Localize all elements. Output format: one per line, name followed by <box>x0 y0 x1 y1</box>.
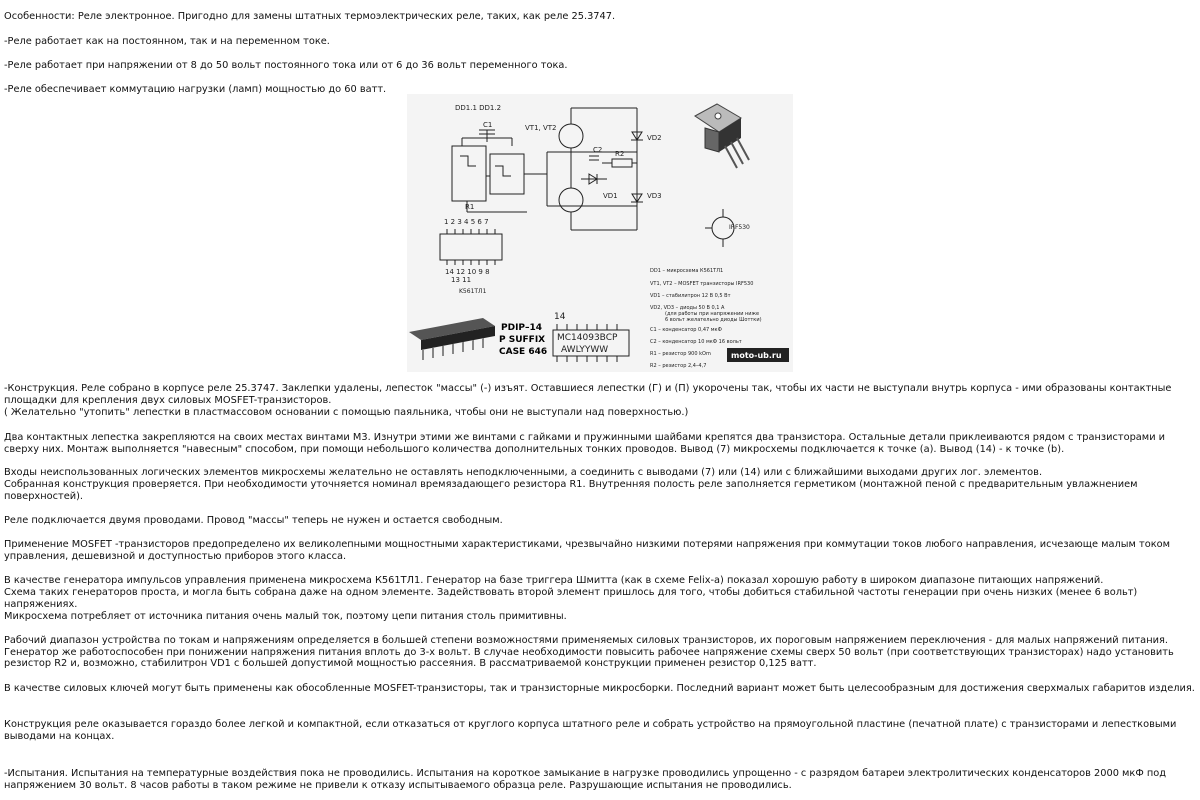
label-vd2: VD2 <box>647 134 662 142</box>
legend-line-8: C2 – конденсатор 10 мкФ 16 вольт <box>650 339 742 345</box>
intro-load: -Реле обеспечивает коммутацию нагрузки (ламп) мощностью до 60 ватт. <box>4 84 387 95</box>
generator-power-para: Микросхема потребляет от источника питания очень малый ток, поэтому цепи питания столь примитивны. <box>4 611 567 622</box>
pins-bottom-1: 14 12 10 9 8 <box>445 268 490 276</box>
legend-line-1: DD1 – микросхема К561ТЛ1 <box>650 268 724 274</box>
construction-note: ( Желательно "утопить" лепестки в пластмассовом основании с помощью паяльника, чтобы они не выступали над поверхностью.) <box>4 407 689 418</box>
ic-marking-2: AWLYYWW <box>561 345 609 355</box>
construction-para: -Конструкция. Реле собрано в корпусе реле 25.3747. Заклепки удалены, лепесток "массы" (-) изъят. Оставшиеся лепестки (Г) и (П) укорочены так, чтобы их части не выступали внутрь корпуса - ими образованы контактные площадки для крепления двух силовых MOSFET-транзисторов. <box>4 383 1172 406</box>
intro-ac-dc: -Реле работает как на постоянном, так и на переменном токе. <box>4 36 330 47</box>
label-vd3: VD3 <box>647 192 662 200</box>
assembly-check-para: Собранная конструкция проверяется. При необходимости уточняется номинал времязадающего резистора R1. Внутренняя полость реле заполняется герметиком (монтажной пеной с предварительным увлажнением поверхностей). <box>4 479 1138 502</box>
watermark-text: moto-ub.ru <box>731 351 782 360</box>
intro-features: Особенности: Реле электронное. Пригодно для замены штатных термоэлектрических реле, таких, как реле 25.3747. <box>4 11 616 22</box>
unused-inputs-para: Входы неиспользованных логических элементов микросхемы желательно не оставлять неподключенными, а соединить с выводами (7) или (14) или с ближайшими выходами других лог. элементов. <box>4 467 1043 478</box>
to220-transistor <box>695 104 749 168</box>
mosfet-para: Применение MOSFET -транзисторов предопределено их великолепными мощностными характеристиками, чрезвычайно низкими потерями напряжения при коммутации токов любого направления, исчезающе малым током управления, дешевизной и доступностью приборов этого класса. <box>4 539 1171 562</box>
label-r2: R2 <box>615 150 625 158</box>
pins-top: 1 2 3 4 5 6 7 <box>444 218 489 226</box>
pins-bottom-2: 13 11 <box>451 276 472 284</box>
package-line-3: CASE 646 <box>499 347 548 357</box>
package-line-1: PDIP–14 <box>501 323 543 333</box>
testing-para: -Испытания. Испытания на температурные воздействия пока не проводились. Испытания на короткое замыкание в нагрузке проводились упрощенно - с разрядом батареи электролитических конденсаторов 2000 мкФ под напряжением 30 вольт. 8 часов работы в таком режиме не привели к отказу испытываемого образца реле. Разрушающие испытания не проводились. <box>4 768 1167 791</box>
label-c2: C2 <box>593 146 603 154</box>
label-dd: DD1.1 DD1.2 <box>455 104 502 112</box>
legend-line-6: 6 вольт желательно диоды Шоттки) <box>665 317 762 323</box>
label-irf: IRF530 <box>729 224 750 231</box>
compact-para: Конструкция реле оказывается гораздо более легкой и компактной, если отказаться от круглого корпуса штатного реле и собрать устройство на прямоугольной пластине (печатной плате) с транзисторами и лепестковыми выводами на концах. <box>4 719 1177 742</box>
package-line-2: P SUFFIX <box>499 335 546 345</box>
circuit-figure <box>407 94 793 372</box>
legend-line-9: R1 – резистор 900 kOm <box>650 351 711 357</box>
range-para: Рабочий диапазон устройства по токам и напряжениям определяется в большей степени возможностями применяемых силовых транзисторов, их пороговым напряжением переключения - для малых напряжений питания. Генератор же работоспособен при понижении напряжения питания вплоть до 3-х вольт. В случае необходимости повысить рабочее напряжение схемы сверх 50 вольт (при соответствующих транзисторах) надо установить резистор R2 и, возможно, стабилитрон VD1 с большей допустимой мощностью рассеяния. В рассматриваемой конструкции применен резистор 0,125 ватт. <box>4 635 1174 670</box>
legend-line-3: VD1 – стабилитрон 12 В 0,5 Вт <box>650 293 731 299</box>
intro-voltage: -Реле работает при напряжении от 8 до 50 вольт постоянного тока или от 6 до 36 вольт переменного тока. <box>4 60 568 71</box>
generator-para: В качестве генератора импульсов управления применена микросхема К561ТЛ1. Генератор на базе триггера Шмитта (как в схеме Felix-а) показал хорошую работу в широком диапазоне питающих напряжений. <box>4 575 1104 586</box>
label-c1: C1 <box>483 121 493 129</box>
legend-line-2: VT1, VT2 – MOSFET транзисторы IRF530 <box>650 281 754 287</box>
label-vd1: VD1 <box>603 192 618 200</box>
circuit-diagram <box>407 94 793 372</box>
generator-simple-para: Схема таких генераторов проста, и могла быть собрана даже на одном элементе. Задействовать второй элемент пришлось для того, чтобы добиться стабильной частоты генерации при очень низких (менее 6 вольт) напряжениях. <box>4 587 1138 610</box>
watermark <box>727 348 789 362</box>
ic-marking-1: MC14093BCP <box>557 333 618 343</box>
ic-pin-number: 14 <box>554 312 566 322</box>
label-vt: VT1, VT2 <box>525 124 557 132</box>
switches-para: В качестве силовых ключей могут быть применены как обособленные MOSFET-транзисторы, так и транзисторные микросборки. Последний вариант может быть целесообразным для достижения сверхмалых габаритов изделия. <box>4 683 1195 694</box>
label-r1: R1 <box>465 203 475 211</box>
mounting-para: Два контактных лепестка закрепляются на своих местах винтами М3. Изнутри этими же винтами с гайками и пружинными шайбами крепятся два транзистора. Остальные детали приклеиваются рядом с транзисторами и сверху них. Монтаж выполняется "навесным" способом, при помощи небольшого количества дополнительных тонких проводов. Вывод (7) микросхемы подключается к точке (а). Вывод (14) - к точке (b). <box>4 432 1166 455</box>
legend-line-4: VD2, VD3 – диоды 50 В 0,1 А <box>650 305 725 311</box>
legend-line-10: R2 – резистор 2,4–4,7 <box>650 363 707 369</box>
legend-line-7: C1 – конденсатор 0,47 мкФ <box>650 327 722 333</box>
chip-name: K561TЛ1 <box>459 288 487 295</box>
dip-chip-photo <box>409 318 495 360</box>
legend-line-5: (для работы при напряжении ниже <box>665 311 760 317</box>
wiring-para: Реле подключается двумя проводами. Провод "массы" теперь не нужен и остается свободным. <box>4 515 503 526</box>
